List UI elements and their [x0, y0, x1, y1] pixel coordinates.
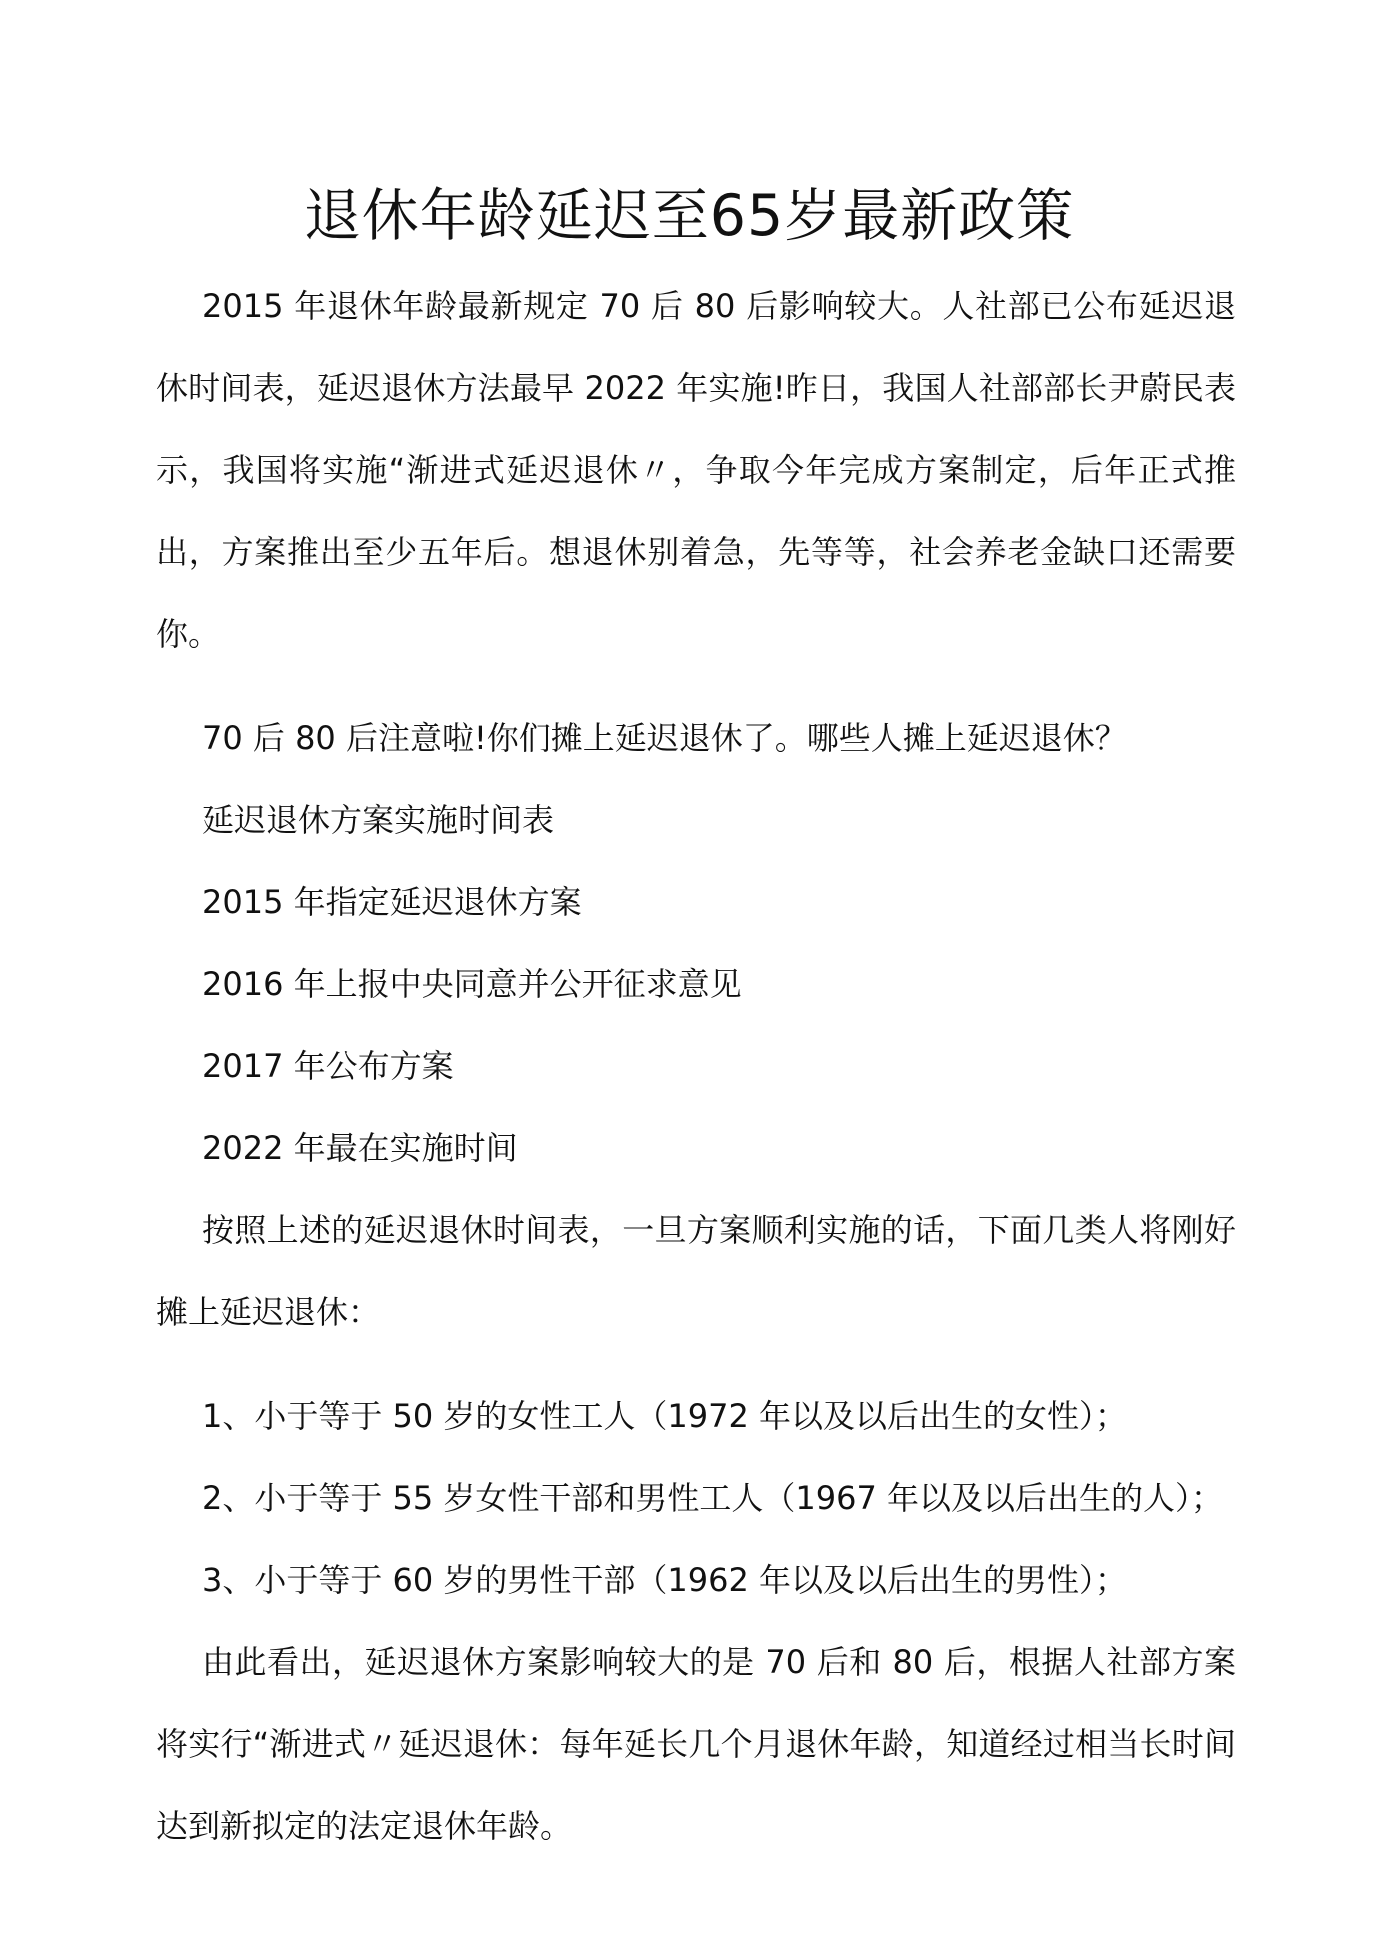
timeline-item-2015: 2015 年指定延迟退休方案: [202, 883, 582, 921]
question-paragraph: 70 后 80 后注意啦!你们摊上延迟退休了。哪些人摊上延迟退休？: [202, 719, 1127, 757]
timeline-item-2017: 2017 年公布方案: [202, 1047, 454, 1085]
document-body: [156, 265, 1236, 1889]
affected-group-item: 2、小于等于 55 岁女性干部和男性工人（1967 年以及以后出生的人）；: [202, 1479, 1224, 1517]
document-title: 退休年龄延迟至65岁最新政策: [303, 183, 1075, 250]
intro-paragraph: 2015 年退休年龄最新规定 70 后 80 后影响较大。人社部已公布延迟退休时间表，延迟退休方法最早 2022 年实施!昨日，我国人社部部长尹蔚民表示，我国将实施“渐进式延迟退休〃，争取今年完成方案制定，后年正式推出，方案推出至少五年后。想退休别着急，先等等，社会养老金缺口还需要你。: [156, 287, 1236, 653]
timeline-item-2022: 2022 年最在实施时间: [202, 1129, 518, 1167]
timeline-item-2016: 2016 年上报中央同意并公开征求意见: [202, 965, 742, 1003]
timeline-heading: 延迟退休方案实施时间表: [202, 801, 555, 839]
affected-group-item: 1、小于等于 50 岁的女性工人（1972 年以及以后出生的女性）；: [202, 1397, 1128, 1435]
affected-groups-intro: 按照上述的延迟退休时间表，一旦方案顺利实施的话，下面几类人将刚好摊上延迟退休：: [156, 1211, 1236, 1331]
affected-group-item: 3、小于等于 60 岁的男性干部（1962 年以及以后出生的男性）；: [202, 1561, 1128, 1599]
conclusion-paragraph: 由此看出，延迟退休方案影响较大的是 70 后和 80 后，根据人社部方案将实行“渐进式〃延迟退休：每年延长几个月退休年龄，知道经过相当长时间达到新拟定的法定退休年龄。: [156, 1643, 1236, 1845]
